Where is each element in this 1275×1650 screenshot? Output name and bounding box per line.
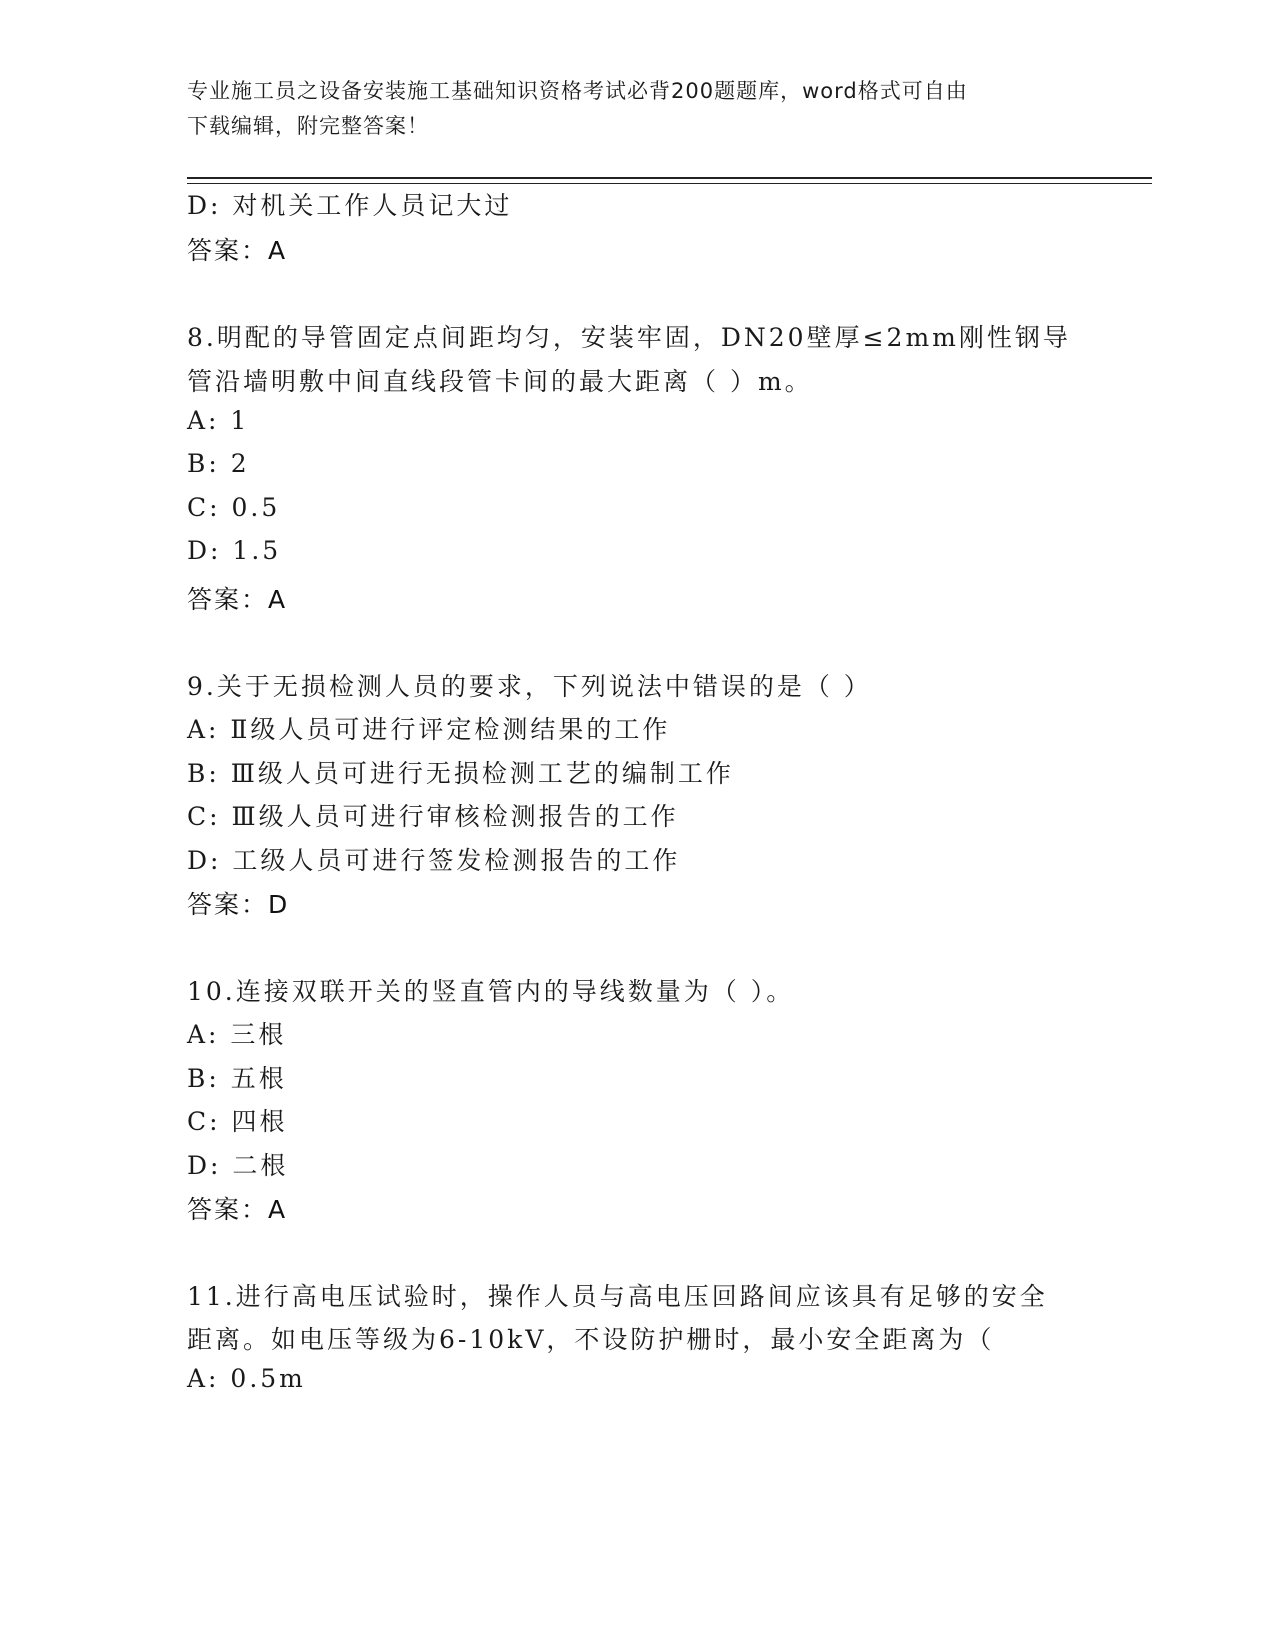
q8-option-c: C: 0.5 [187,493,281,522]
q11-option-a: A: 0.5m [187,1364,306,1393]
q9-option-a: A: Ⅱ级人员可进行评定检测结果的工作 [187,715,671,744]
prev-answer: 答案：A [187,236,288,265]
q8-stem-line-1: 8.明配的导管固定点间距均匀，安装牢固，DN20壁厚≤2mm刚性钢导 [187,323,1071,352]
header-line-1: 专业施工员之设备安装施工基础知识资格考试必背200题题库，word格式可自由 [187,79,968,103]
header-divider-thick [187,177,1152,179]
q9-option-c: C: Ⅲ级人员可进行审核检测报告的工作 [187,802,679,831]
q10-option-a: A: 三根 [187,1020,287,1049]
q8-answer: 答案：A [187,585,288,614]
q9-stem-line-1: 9.关于无损检测人员的要求，下列说法中错误的是（ ） [187,672,872,701]
q8-stem-line-2: 管沿墙明敷中间直线段管卡间的最大距离（ ）m。 [187,367,813,396]
q9-answer: 答案：D [187,890,290,919]
q10-stem-line-1: 10.连接双联开关的竖直管内的导线数量为（ ）。 [187,977,795,1006]
header-line-2: 下载编辑，附完整答案！ [187,114,429,138]
q10-option-d: D: 二根 [187,1151,289,1180]
q9-option-b: B: Ⅲ级人员可进行无损检测工艺的编制工作 [187,759,734,788]
q8-option-a: A: 1 [187,406,250,435]
prev-option-d: D: 对机关工作人员记大过 [187,191,513,220]
q10-option-c: C: 四根 [187,1107,288,1136]
q11-stem-line-1: 11.进行高电压试验时，操作人员与高电压回路间应该具有足够的安全 [187,1282,1048,1311]
q8-option-b: B: 2 [187,449,250,478]
q8-option-d: D: 1.5 [187,536,282,565]
document-header [187,74,1087,144]
q11-stem-line-2: 距离。如电压等级为6-10kV，不设防护栅时，最小安全距离为（ [187,1325,995,1354]
q10-answer: 答案：A [187,1195,288,1224]
header-divider-thin [187,183,1152,184]
q10-option-b: B: 五根 [187,1064,287,1093]
q9-option-d: D: 工级人员可进行签发检测报告的工作 [187,846,681,875]
